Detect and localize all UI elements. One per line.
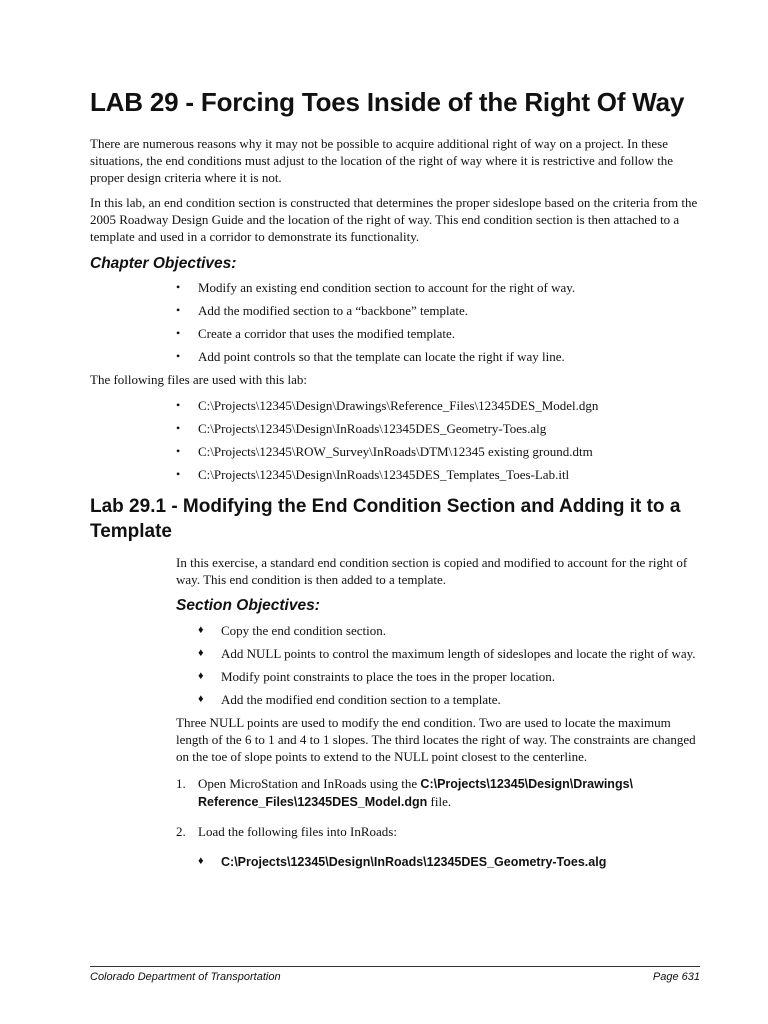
step-item: 2. Load the following files into InRoads: [176,824,397,839]
step-number: 1. [176,776,186,791]
intro-paragraph-1: There are numerous reasons why it may not be possible to acquire additional right of way on a project. In these situations, the end conditions must adjust to the location of the right of way where it is restrictive and follow the proper design criteria where it is not. [90,136,674,185]
list-item: ♦ Add the modified end condition section to a template. [198,692,501,707]
intro-paragraph-2: In this lab, an end condition section is constructed that determines the proper sideslope based on the criteria from the 2005 Roadway Design Guide and the location of the right of way. This end condition section is then attached to a template and used in a corridor to demonstrate its functionality. [90,195,698,244]
chapter-objectives-list [90,279,700,365]
chapter-objectives-heading: Chapter Objectives: [90,255,237,272]
bullet-icon: • [176,280,181,294]
list-item: • Add the modified section to a “backbone” template. [176,303,469,318]
diamond-bullet-icon: ♦ [198,855,204,867]
list-item: • Modify an existing end condition section to account for the right of way. [176,280,576,295]
files-list [90,397,700,483]
list-item: • Add point controls so that the template can locate the right if way line. [176,349,565,364]
null-points-paragraph: Three NULL points are used to modify the end condition. Two are used to locate the maximum length of the 6 to 1 and 4 to 1 slopes. The third locates the right of way. The constraints are changed on the toe of slope points to extend to the NULL point closest to the centerline. [176,715,696,764]
diamond-bullet-icon: ♦ [198,693,204,705]
steps-list [176,775,700,840]
bullet-icon: • [176,421,181,435]
lab-section-heading: Lab 29.1 - Modifying the End Condition Section and Adding it to a Template [90,496,681,542]
files-intro: The following files are used with this lab: [90,372,307,387]
list-item: • C:\Projects\12345\Design\InRoads\12345DES_Templates_Toes-Lab.itl [176,467,570,482]
diamond-bullet-icon: ♦ [198,624,204,636]
load-files-list [176,853,700,871]
list-item [176,853,700,871]
list-item: • C:\Projects\12345\Design\InRoads\12345DES_Geometry-Toes.alg [176,421,547,436]
document-page [90,86,700,877]
footer-organization: Colorado Department of Transportation [90,971,281,983]
file-path: C:\Projects\12345\Design\InRoads\12345DES_Geometry-Toes.alg [221,855,607,869]
bullet-icon: • [176,349,181,363]
bullet-icon: • [176,444,181,458]
list-item: • C:\Projects\12345\Design\Drawings\Reference_Files\12345DES_Model.dgn [176,398,599,413]
list-item: ♦ Modify point constraints to place the toes in the proper location. [198,669,555,684]
lab-section-body [176,554,700,871]
section-objectives-list [176,622,700,708]
list-item: • C:\Projects\12345\ROW_Survey\InRoads\DTM\12345 existing ground.dtm [176,444,593,459]
page-number: Page 631 [652,971,700,983]
bullet-icon: • [176,326,181,340]
step-number: 2. [176,824,186,839]
diamond-bullet-icon: ♦ [198,647,204,659]
list-item: ♦ Copy the end condition section. [198,623,387,638]
list-item: ♦ Add NULL points to control the maximum length of sideslopes and locate the right of way. [198,646,696,661]
bullet-icon: • [176,467,181,481]
page-title: LAB 29 - Forcing Toes Inside of the Right Of Way [90,87,685,117]
bullet-icon: • [176,398,181,412]
section-objectives-heading: Section Objectives: [176,597,320,614]
bullet-icon: • [176,303,181,317]
diamond-bullet-icon: ♦ [198,670,204,682]
page-footer [90,966,700,984]
list-item: • Create a corridor that uses the modified template. [176,326,456,341]
file-path: C:\Projects\12345\Design\Drawings\ Reference_Files\12345DES_Model.dgn [198,777,634,809]
step-item: 1. Open MicroStation and InRoads using the C:\Projects\12345\Design\Drawings\ Reference_Files\12345DES_Model.dgn file. [176,776,634,809]
lab-intro: In this exercise, a standard end condition section is copied and modified to account for the right of way. This end condition is then added to a template. [176,555,688,587]
